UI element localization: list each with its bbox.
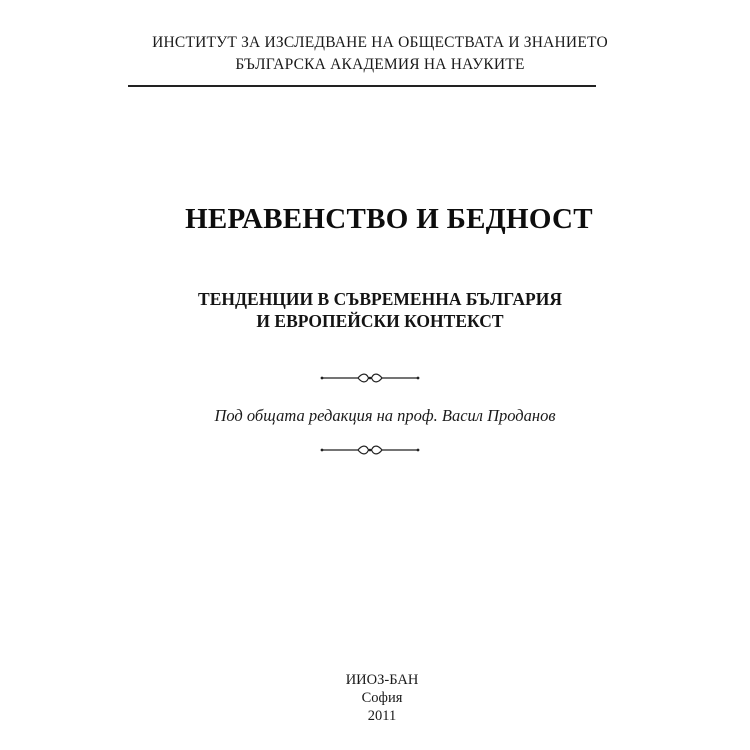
institute-name: ИНСТИТУТ ЗА ИЗСЛЕДВАНЕ НА ОБЩЕСТВАТА И ЗНАНИЕТО xyxy=(152,34,608,51)
publication-year: 2011 xyxy=(367,708,397,724)
subtitle-line-1: ТЕНДЕНЦИИ В СЪВРЕМЕННА БЪЛГАРИЯ xyxy=(198,289,562,309)
header-rule xyxy=(128,85,596,87)
imprint xyxy=(0,671,750,725)
book-title-text: НЕРАВЕНСТВО И БЕДНОСТ xyxy=(185,203,593,235)
institute-header xyxy=(0,32,750,76)
academy-name: БЪЛГАРСКА АКАДЕМИЯ НА НАУКИТЕ xyxy=(235,56,525,73)
publisher: ИИОЗ-БАН xyxy=(345,672,419,688)
subtitle-line-2: И ЕВРОПЕЙСКИ КОНТЕКСТ xyxy=(256,311,504,331)
book-subtitle xyxy=(0,288,750,332)
scroll-divider-icon xyxy=(320,444,420,456)
editor-credit xyxy=(0,406,750,426)
scroll-divider-icon xyxy=(320,372,420,384)
book-title xyxy=(0,203,750,236)
editor-credit-text: Под общата редакция на проф. Васил Проданов xyxy=(214,406,556,425)
publication-city: София xyxy=(361,690,403,706)
